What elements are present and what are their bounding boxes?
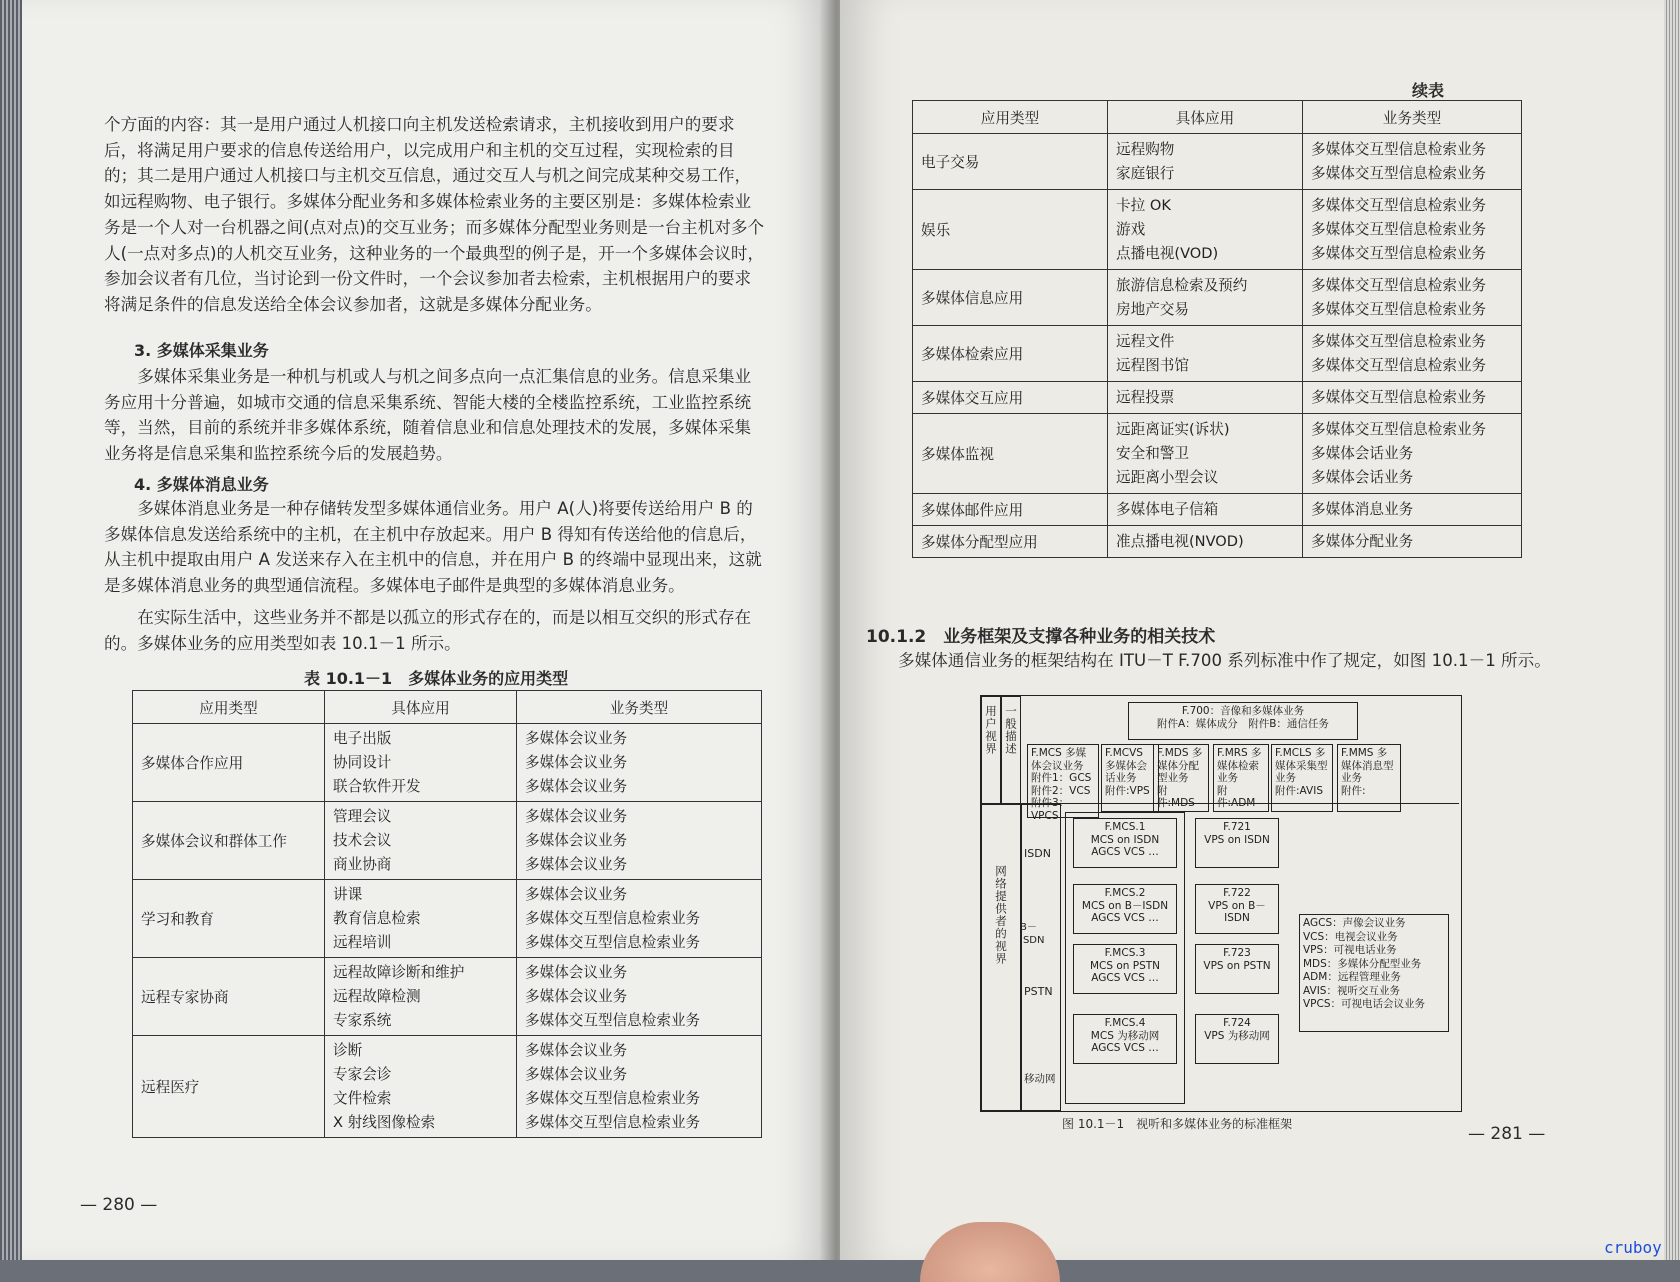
legend-item: MDS：多媒体分配型业务	[1303, 957, 1422, 970]
cell-services	[517, 1036, 762, 1138]
abbreviation-legend	[1299, 914, 1449, 1032]
cell-apps	[1108, 414, 1303, 494]
app-item: 游戏	[1116, 220, 1146, 238]
service-item: 多媒体会议业务	[525, 753, 628, 771]
service-item: 多媒体会议业务	[525, 855, 628, 873]
cell-apps	[325, 724, 517, 802]
page-number-right: — 281 —	[1468, 1124, 1546, 1144]
service-item: 多媒体会议业务	[525, 807, 628, 825]
service-item: 多媒体交互型信息检索业务	[525, 909, 701, 927]
cell-type: 学习和教育	[133, 880, 325, 958]
paragraph-summary: 在实际生活中，这些业务并不都是以孤立的形式存在的，而是以相互交织的形式存在的。多媒体业务的应用类型如表 10.1－1 所示。	[104, 608, 752, 653]
figure-caption: 图 10.1－1 视听和多媒体业务的标准框架	[1062, 1117, 1293, 1131]
col-header-app: 具体应用	[1108, 101, 1303, 134]
mcs-box-line: MCS on PSTN	[1089, 959, 1161, 972]
col-header-app: 具体应用	[325, 691, 517, 724]
vps-box-line: F.724	[1223, 1017, 1251, 1029]
network-view-label-box	[981, 804, 1021, 1111]
table-row	[133, 1036, 762, 1138]
cell-apps	[1108, 494, 1303, 526]
vps-box-0	[1195, 818, 1279, 868]
service-box-line: 附件2：VCS	[1031, 784, 1091, 797]
app-item: 远程投票	[1116, 388, 1175, 406]
service-item: 多媒体交互型信息检索业务	[525, 1113, 701, 1131]
col-header-type: 应用类型	[913, 101, 1108, 134]
book-page-edges-left	[0, 0, 22, 1260]
heading-collection-service: 3. 多媒体采集业务	[134, 341, 269, 360]
service-box-line: F.MRS 多媒体检索业务	[1217, 747, 1262, 784]
service-box-line: F.MCVS 多媒体会话业务	[1105, 747, 1147, 784]
service-item: 多媒体会议业务	[525, 777, 628, 795]
app-item: 准点播电视(NVOD)	[1116, 532, 1244, 550]
app-item: 卡拉 OK	[1116, 196, 1171, 214]
cell-type: 电子交易	[913, 134, 1108, 190]
mcs-box-line: AGCS VCS …	[1091, 1042, 1159, 1054]
service-item: 多媒体交互型信息检索业务	[1311, 140, 1487, 158]
network-pstn: PSTN	[1024, 985, 1053, 998]
table-row	[133, 958, 762, 1036]
legend-item: VPCS：可视电话会议业务	[1303, 998, 1426, 1010]
service-box-line: 附件:	[1341, 784, 1366, 797]
service-box-line: 附件:VPS	[1105, 784, 1150, 797]
paragraph-collection: 多媒体采集业务是一种机与机或人与机之间多点向一点汇集信息的业务。信息采集业务应用十分普遍，如城市交通的信息采集系统、智能大楼的全楼监控系统，工业监控系统等，当然，目前的系统并非多媒体系统，随着信息业和信息处理技术的发展，多媒体采集业务将是信息采集和监控系统今后的发展趋势。	[104, 367, 752, 464]
f700-annex: 附件A：媒体成分 附件B：通信任务	[1157, 717, 1329, 730]
service-item: 多媒体交互型信息检索业务	[1311, 244, 1487, 262]
app-item: 远程图书馆	[1116, 356, 1189, 374]
network-isdn: ISDN	[1024, 847, 1051, 860]
mcs-box-line: F.MCS.4	[1104, 1017, 1146, 1029]
mcs-box-line: MCS 为移动网	[1090, 1029, 1160, 1042]
service-item: 多媒体会话业务	[1311, 468, 1414, 486]
mcs-box-line: MCS on ISDN	[1090, 833, 1160, 846]
table-row	[133, 880, 762, 958]
service-box-line: F.MCS 多媒体会议业务	[1031, 747, 1087, 772]
service-item: 多媒体会议业务	[525, 1065, 628, 1083]
cell-type: 多媒体会议和群体工作	[133, 802, 325, 880]
user-view-label: 用户视界	[984, 705, 998, 755]
cell-type: 多媒体检索应用	[913, 326, 1108, 382]
service-box-line: F.MDS 多媒体分配型业务	[1157, 747, 1203, 784]
service-item: 多媒体交互型信息检索业务	[1311, 300, 1487, 318]
mcs-box-line: AGCS VCS …	[1091, 912, 1159, 924]
f700-title: F.700：音像和多媒体业务	[1181, 705, 1305, 717]
service-item: 多媒体交互型信息检索业务	[525, 1011, 701, 1029]
app-item: 点播电视(VOD)	[1116, 244, 1219, 262]
app-item: 诊断	[333, 1041, 363, 1059]
cell-apps	[1108, 382, 1303, 414]
service-item: 多媒体交互型信息检索业务	[1311, 276, 1487, 294]
service-item: 多媒体交互型信息检索业务	[1311, 220, 1487, 238]
vps-box-line: F.722	[1223, 887, 1251, 899]
network-bisdn: B－ISDN	[1020, 922, 1045, 946]
app-item: 远程故障检测	[333, 987, 421, 1005]
cell-services	[1303, 414, 1522, 494]
cell-services	[517, 802, 762, 880]
general-desc-label: 一般描述	[1004, 705, 1018, 755]
service-item: 多媒体会议业务	[525, 963, 628, 981]
col-header-type: 应用类型	[133, 691, 325, 724]
section-title: 10.1.2 业务框架及支撑各种业务的相关技术	[866, 627, 1216, 647]
table-row	[913, 494, 1522, 526]
app-item: 房地产交易	[1116, 300, 1189, 318]
paragraph-retrieval: 个方面的内容：其一是用户通过人机接口向主机发送检索请求，主机接收到用户的要求后，将满足用户要求的信息传送给用户，以完成用户和主机的交互过程，实现检索的目的；其二是用户通过人机接口与主机交互信息，通过交互人与机之间完成某种交易工作，如远程购物、电子银行。多媒体分配业务和多媒体检索业务的主要区别是：多媒体检索业务是一个人对一台机器之间(点对点)的交互业务；而多媒体分配型业务则是一台主机对多个人(一点对多点)的人机交互业务，这种业务的一个最典型的例子是，开一个多媒体会议时，参加会议者有几位，当讨论到一份文件时，一个会议参加者去检索，主机根据用户的要求将满足条件的信息发送给全体会议参加者，这就是多媒体分配业务。	[104, 115, 765, 314]
cell-apps	[1108, 190, 1303, 270]
service-item: 多媒体会话业务	[1311, 444, 1414, 462]
cell-services	[1303, 270, 1522, 326]
service-item: 多媒体会议业务	[525, 987, 628, 1005]
table-row	[913, 134, 1522, 190]
network-column	[1021, 804, 1061, 1111]
service-item: 多媒体交互型信息检索业务	[1311, 420, 1487, 438]
app-item: 远程文件	[1116, 332, 1175, 350]
cell-type: 多媒体交互应用	[913, 382, 1108, 414]
general-desc-region	[1021, 696, 1459, 804]
service-item: 多媒体会议业务	[525, 1041, 628, 1059]
user-view-label-box	[981, 696, 1001, 804]
cell-services	[1303, 190, 1522, 270]
cell-services	[517, 880, 762, 958]
vps-box-line: F.721	[1223, 821, 1251, 833]
service-item: 多媒体会议业务	[525, 831, 628, 849]
table-caption: 表 10.1－1 多媒体业务的应用类型	[304, 669, 569, 688]
cell-type: 多媒体分配型应用	[913, 526, 1108, 558]
cell-apps	[325, 802, 517, 880]
continued-label: 续表	[1412, 81, 1445, 100]
mcs-box-line: AGCS VCS …	[1091, 846, 1159, 858]
mcs-box-line: AGCS VCS …	[1091, 972, 1159, 984]
cell-services	[1303, 526, 1522, 558]
app-item: 家庭银行	[1116, 164, 1175, 182]
app-item: 讲课	[333, 885, 363, 903]
vps-box-line: VPS 为移动网	[1204, 1029, 1270, 1042]
cell-services	[1303, 382, 1522, 414]
cell-apps	[325, 1036, 517, 1138]
service-box-line: 附件3：VPCS	[1031, 797, 1070, 822]
table-row	[913, 526, 1522, 558]
section-paragraph: 多媒体通信业务的框架结构在 ITU－T F.700 系列标准中作了规定，如图 10.1－1 所示。	[898, 651, 1551, 670]
app-item: 管理会议	[333, 807, 392, 825]
mcs-box-line: F.MCS.2	[1104, 887, 1146, 899]
app-item: 联合软件开发	[333, 777, 421, 795]
table-row	[913, 326, 1522, 382]
table-row	[913, 414, 1522, 494]
service-item: 多媒体会议业务	[525, 885, 628, 903]
cell-apps	[1108, 270, 1303, 326]
cell-services	[1303, 326, 1522, 382]
service-item: 多媒体交互型信息检索业务	[1311, 356, 1487, 374]
cell-type: 远程医疗	[133, 1036, 325, 1138]
service-item: 多媒体消息业务	[1311, 500, 1414, 518]
cell-services	[1303, 494, 1522, 526]
cell-type: 娱乐	[913, 190, 1108, 270]
cell-services	[517, 958, 762, 1036]
app-item: 远程故障诊断和维护	[333, 963, 465, 981]
legend-item: ADM：远程管理业务	[1303, 971, 1401, 983]
general-desc-label-box	[1001, 696, 1021, 804]
app-item: 协同设计	[333, 753, 392, 771]
app-item: 远程购物	[1116, 140, 1175, 158]
col-header-service: 业务类型	[1303, 101, 1522, 134]
cell-apps	[1108, 526, 1303, 558]
vps-box-line: VPS on B－ISDN	[1208, 899, 1266, 924]
app-item: 远距离证实(诉状)	[1116, 420, 1230, 438]
left-page	[22, 0, 834, 1260]
col-header-service: 业务类型	[517, 691, 762, 724]
service-item: 多媒体交互型信息检索业务	[525, 933, 701, 951]
cell-type: 远程专家协商	[133, 958, 325, 1036]
watermark: cruboy	[1604, 1238, 1662, 1257]
service-item: 多媒体交互型信息检索业务	[525, 1089, 701, 1107]
vps-box-line: VPS on ISDN	[1204, 833, 1270, 846]
app-item: 安全和警卫	[1116, 444, 1189, 462]
service-item: 多媒体交互型信息检索业务	[1311, 196, 1487, 214]
service-box-line: F.MCLS 多媒体采集型业务	[1275, 747, 1328, 784]
table-header-row	[913, 101, 1522, 134]
continued-table	[912, 100, 1522, 558]
table-row	[913, 382, 1522, 414]
table-header-row	[133, 691, 762, 724]
cell-apps	[1108, 134, 1303, 190]
legend-item: AGCS：声像会议业务	[1303, 917, 1406, 929]
cell-apps	[325, 880, 517, 958]
service-item: 多媒体会议业务	[525, 729, 628, 747]
cell-services	[1303, 134, 1522, 190]
service-item: 多媒体交互型信息检索业务	[1311, 332, 1487, 350]
cell-type: 多媒体信息应用	[913, 270, 1108, 326]
app-item: X 射线图像检索	[333, 1113, 436, 1131]
book-page-edges-right	[1664, 0, 1680, 1260]
page-number-left: — 280 —	[80, 1195, 158, 1215]
app-item: 多媒体电子信箱	[1116, 500, 1219, 518]
cell-apps	[1108, 326, 1303, 382]
mcs-box-2	[1073, 944, 1177, 994]
cell-type: 多媒体合作应用	[133, 724, 325, 802]
mcs-box-line: F.MCS.1	[1104, 821, 1146, 833]
mcs-box-line: F.MCS.3	[1104, 947, 1146, 959]
cell-type: 多媒体邮件应用	[913, 494, 1108, 526]
app-item: 旅游信息检索及预约	[1116, 276, 1248, 294]
app-item: 专家系统	[333, 1011, 392, 1029]
service-box-line: 附件1：GCS	[1031, 772, 1092, 784]
legend-item: VCS：电视会议业务	[1303, 930, 1398, 943]
service-box-line: 附件:ADM	[1217, 784, 1256, 809]
vps-box-2	[1195, 944, 1279, 994]
vps-box-line: VPS on PSTN	[1203, 959, 1271, 972]
legend-item: VPS：可视电话业务	[1303, 944, 1397, 956]
network-view-label: 网络提供者的视界	[994, 865, 1008, 965]
mcs-box-1	[1073, 884, 1177, 934]
table-row	[913, 270, 1522, 326]
table-row	[133, 724, 762, 802]
cell-services	[517, 724, 762, 802]
app-item: 技术会议	[333, 831, 392, 849]
vps-box-1	[1195, 884, 1279, 934]
vps-box-3	[1195, 1014, 1279, 1064]
framework-diagram	[980, 695, 1462, 1112]
app-item: 远程培训	[333, 933, 392, 951]
service-box-line: 附件:AVIS	[1275, 784, 1323, 797]
right-page	[840, 0, 1664, 1260]
mcs-box-line: MCS on B－ISDN	[1081, 899, 1169, 912]
app-item: 商业协商	[333, 855, 392, 873]
application-types-table	[132, 690, 762, 1138]
app-item: 远距离小型会议	[1116, 468, 1219, 486]
app-item: 文件检索	[333, 1089, 392, 1107]
table-row	[913, 190, 1522, 270]
table-row	[133, 802, 762, 880]
paragraph-message: 多媒体消息业务是一种存储转发型多媒体通信业务。用户 A(人)将要传送给用户 B 的多媒体信息发送给系统中的主机，在主机中存放起来。用户 B 得知有传送给他的信息后，从主机中提取由用户 A 发送来存入在主机中的信息，并在用户 B 的终端中显现出来，这就是多媒体消息业务的典型通信流程。多媒体电子邮件是典型的多媒体消息业务。	[104, 499, 762, 596]
service-box-line: F.MMS 多媒体消息型业务	[1341, 747, 1394, 784]
network-mobile: 移动网	[1024, 1073, 1056, 1085]
service-item: 多媒体交互型信息检索业务	[1311, 388, 1487, 406]
service-box-line: 附件:MDS	[1157, 784, 1195, 809]
app-item: 专家会诊	[333, 1065, 392, 1083]
mcs-box-3	[1073, 1014, 1177, 1064]
legend-item: AVIS：视听交互业务	[1303, 984, 1400, 997]
service-item: 多媒体分配业务	[1311, 532, 1414, 550]
app-item: 电子出版	[333, 729, 392, 747]
heading-message-service: 4. 多媒体消息业务	[134, 475, 269, 494]
cell-apps	[325, 958, 517, 1036]
vps-box-line: F.723	[1223, 947, 1251, 959]
mcs-box-0	[1073, 818, 1177, 868]
service-item: 多媒体交互型信息检索业务	[1311, 164, 1487, 182]
cell-type: 多媒体监视	[913, 414, 1108, 494]
app-item: 教育信息检索	[333, 909, 421, 927]
